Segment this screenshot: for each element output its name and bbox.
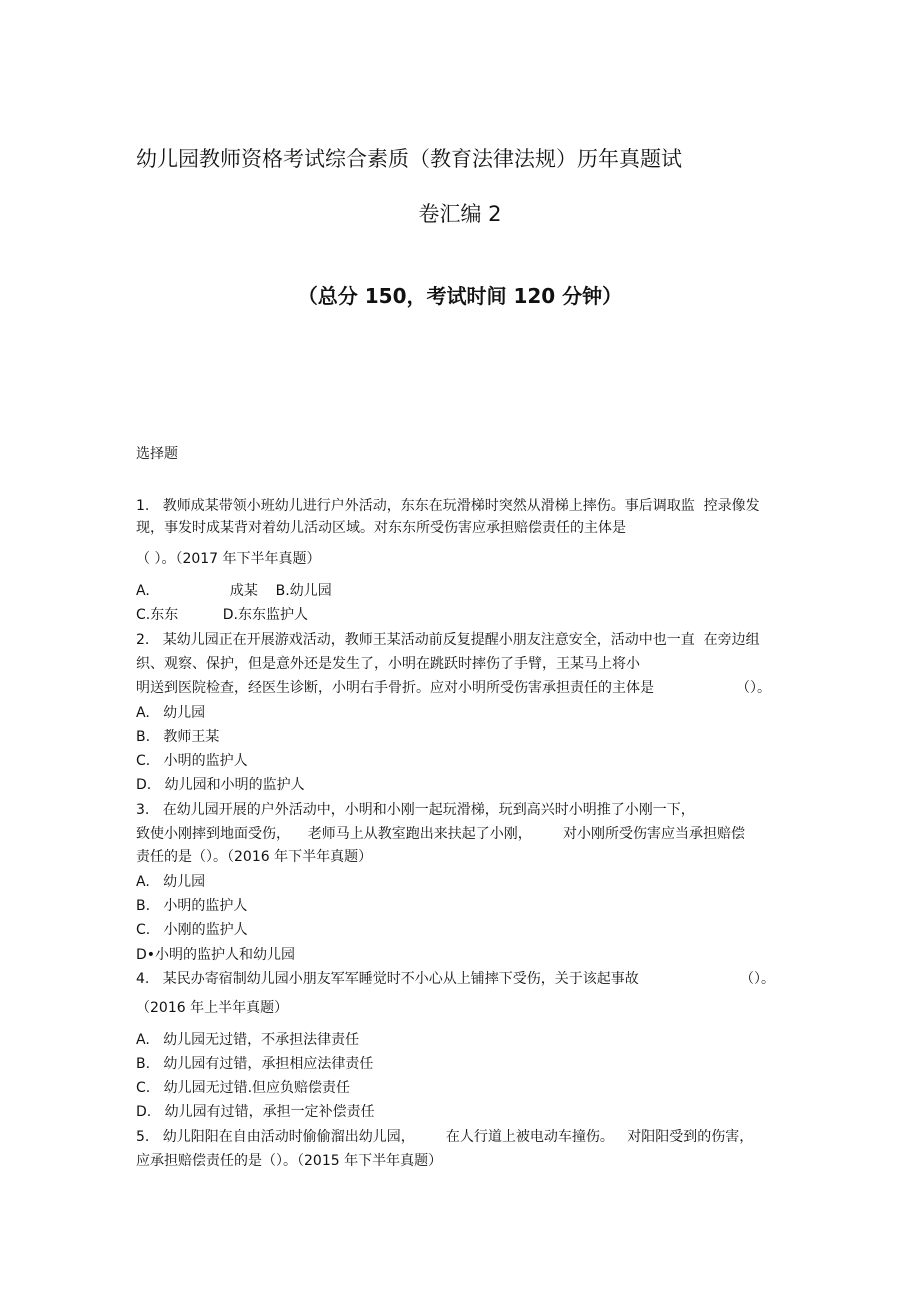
document-title-line2: 卷汇编 2 [418,202,502,226]
question-3-line-3: 责任的是（）。（2016 年下半年真题） [136,849,373,865]
question-2-line-3: 明送到医院检查，经医生诊断，小明右手骨折。应对小明所受伤害承担责任的主体是 [136,680,654,696]
question-4-option-d: D. 幼儿园有过错，承担一定补偿责任 [136,1104,375,1120]
question-4-option-b: B. 幼儿园有过错，承担相应法律责任 [136,1056,374,1072]
question-3-line-1: 3. 在幼儿园开展的户外活动中，小明和小刚一起玩滑梯，玩到高兴时小明推了小刚一下， [136,802,695,818]
question-3-option-d: D•小明的监护人和幼儿园 [136,947,296,963]
question-2-option-d: D. 幼儿园和小明的监护人 [136,777,305,793]
question-5-line-1: 5. 幼儿阳阳在自由活动时偷偷溜出幼儿园， 在人行道上被电动车撞伤。 对阳阳受到的伤害， [136,1129,754,1145]
question-4-line-2: （2016 年上半年真题） [136,1000,289,1016]
question-1-line-3: （ ）。（2017 年下半年真题） [136,551,321,567]
document-title-line1: 幼儿园教师资格考试综合素质（教育法律法规）历年真题试 [136,147,682,171]
question-1-line-1: 1. 教师成某带领小班幼儿进行户外活动，东东在玩滑梯时突然从滑梯上摔伤。事后调取监 控录像发 [136,498,760,514]
question-4-option-a: A. 幼儿园无过错，不承担法律责任 [136,1032,360,1048]
question-3-option-c: C. 小刚的监护人 [136,922,248,938]
question-2-option-a: A. 幼儿园 [136,705,206,721]
question-1-option-ab: A. 成某 B.幼儿园 [136,583,332,599]
question-2-option-c: C. 小明的监护人 [136,753,248,769]
question-2-answer-paren: （）。 [736,680,771,696]
document-subtitle: （总分 150，考试时间 120 分钟） [297,284,623,308]
question-2-line-1: 2. 某幼儿园正在开展游戏活动，教师王某活动前反复提醒小朋友注意安全，活动中也一直 在旁边组 [136,632,760,648]
question-3-line-2: 致使小刚摔到地面受伤， 老师马上从教室跑出来扶起了小刚， 对小刚所受伤害应当承担赔偿 [136,826,745,842]
question-4-answer-paren: （）。 [740,971,775,987]
question-2-option-b: B. 教师王某 [136,729,220,745]
question-1-line-2: 现，事发时成某背对着幼儿活动区域。对东东所受伤害应承担赔偿责任的主体是 [136,520,626,536]
section-heading: 选择题 [136,446,178,462]
question-4-line-1: 4. 某民办寄宿制幼儿园小朋友军军睡觉时不小心从上铺摔下受伤，关于该起事故 [136,971,639,987]
question-4-option-c: C. 幼儿园无过错.但应负赔偿责任 [136,1080,351,1096]
question-5-line-2: 应承担赔偿责任的是（）。（2015 年下半年真题） [136,1153,443,1169]
question-2-line-2: 织、观察、保护，但是意外还是发生了，小明在跳跃时摔伤了手臂，王某马上将小 [136,656,640,672]
question-1-option-cd: C.东东 D.东东监护人 [136,607,308,623]
question-3-option-a: A. 幼儿园 [136,874,206,890]
question-3-option-b: B. 小明的监护人 [136,898,248,914]
